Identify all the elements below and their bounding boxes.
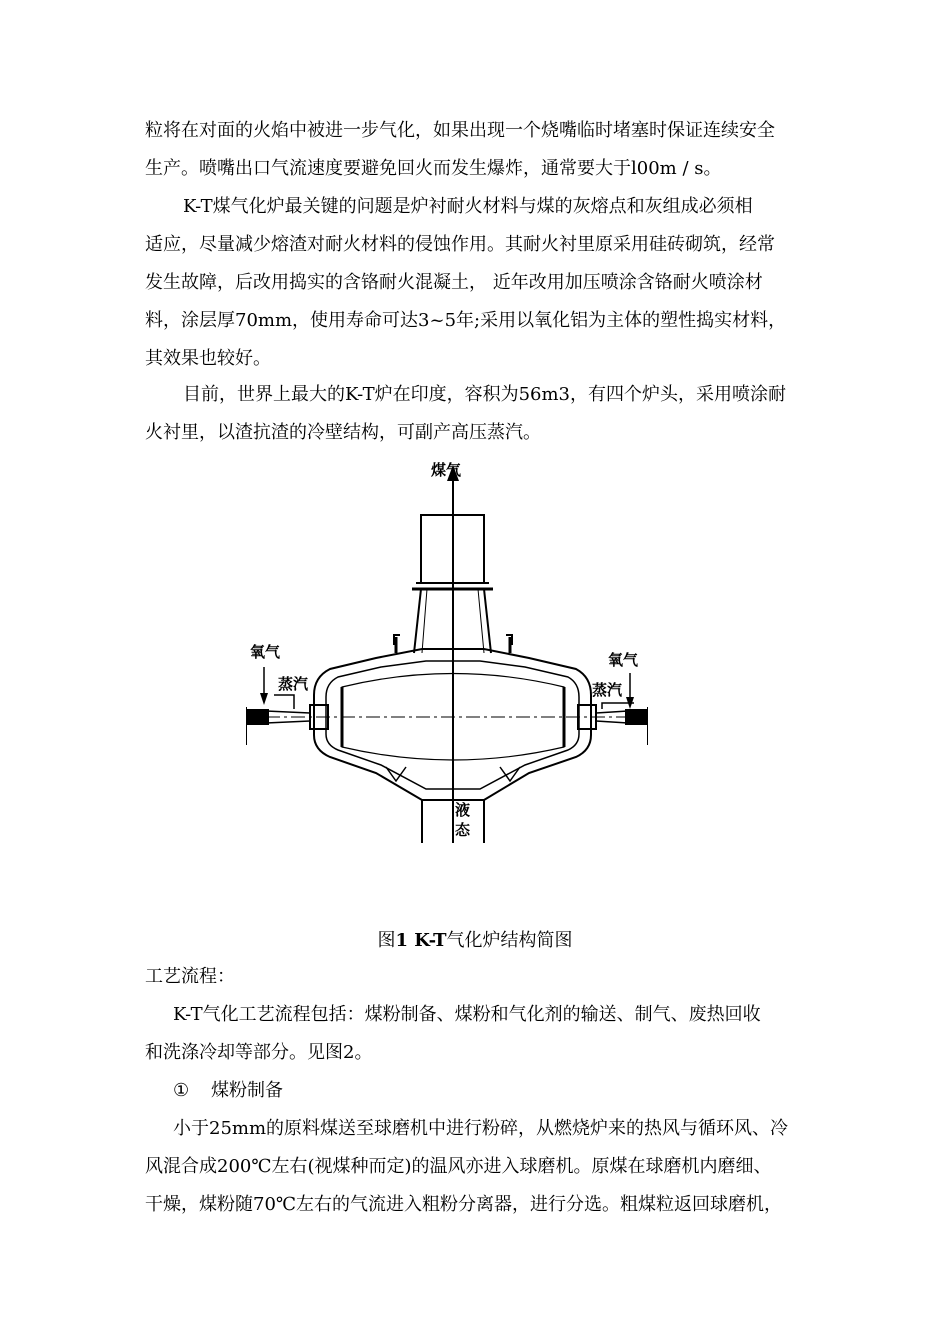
text-line: 目前，世界上最大的K-T炉在印度，容积为56m3，有四个炉头，采用喷涂耐 [183,384,787,405]
kt-gasifier-diagram [246,455,648,843]
text-line: 粒将在对面的火焰中被进一步气化，如果出现一个烧嘴临时堵塞时保证连续安全 [145,120,775,141]
text-line: 小于25mm的原料煤送至球磨机中进行粉碎，从燃烧炉来的热风与循环风、冷 [173,1118,789,1139]
section-heading-process [145,958,810,996]
text-line: 发生故障，后改用捣实的含铬耐火混凝土， 近年改用加压喷涂含铬耐火喷涂材 [145,272,763,293]
list-item-text: 煤粉制备 [211,1080,283,1101]
text-line: 适应，尽量减少熔渣对耐火材料的侵蚀作用。其耐火衬里原采用硅砖砌筑，经常 [145,234,775,255]
paragraph-7 [145,1110,810,1224]
text-line: 干燥，煤粉随70℃左右的气流进入粗粉分离器，进行分选。粗煤粒返回球磨机， [145,1194,783,1215]
label-liquid-2: 态 [455,821,471,839]
list-marker: ① [173,1080,190,1101]
label-oxygen-right: 氧气 [608,651,639,669]
label-coal-gas: 煤气 [431,461,462,479]
text-line: 风混合成200℃左右(视煤种而定)的温风亦进入球磨机。原煤在球磨机内磨细、 [145,1156,772,1177]
label-oxygen-left: 氧气 [250,643,281,661]
label-liquid-1: 液 [455,801,471,819]
text-line: 其效果也较好。 [145,348,271,369]
paragraph-5 [145,996,810,1072]
label-steam-right: 蒸汽 [592,681,623,699]
caption-title: 气化炉结构简图 [446,930,573,951]
text-line: 工艺流程： [145,966,235,987]
caption-prefix: 图 [377,930,396,951]
text-line: 和洗涤冷却等部分。见图2。 [145,1042,373,1063]
figure-caption [0,922,950,960]
paragraph-3 [145,376,810,452]
text-line: 料，涂层厚70mm，使用寿命可达3~5年;采用以氧化铝为主体的塑性捣实材料， [145,310,787,331]
text-line: K-T煤气化炉最关键的问题是炉衬耐火材料与煤的灰熔点和灰组成必须相 [183,196,753,217]
text-line: 生产。喷嘴出口气流速度要避免回火而发生爆炸，通常要大于l00m / s。 [145,158,722,179]
text-line: K-T气化工艺流程包括：煤粉制备、煤粉和气化剂的输送、制气、废热回收 [173,1004,761,1025]
caption-number: 1 K-T [395,930,447,951]
paragraph-2 [145,188,810,378]
paragraph-1 [145,112,810,188]
list-item-coal-powder [145,1072,810,1110]
label-steam-left: 蒸汽 [278,675,309,693]
text-line: 火衬里，以渣抗渣的冷壁结构，可副产高压蒸汽。 [145,422,541,443]
